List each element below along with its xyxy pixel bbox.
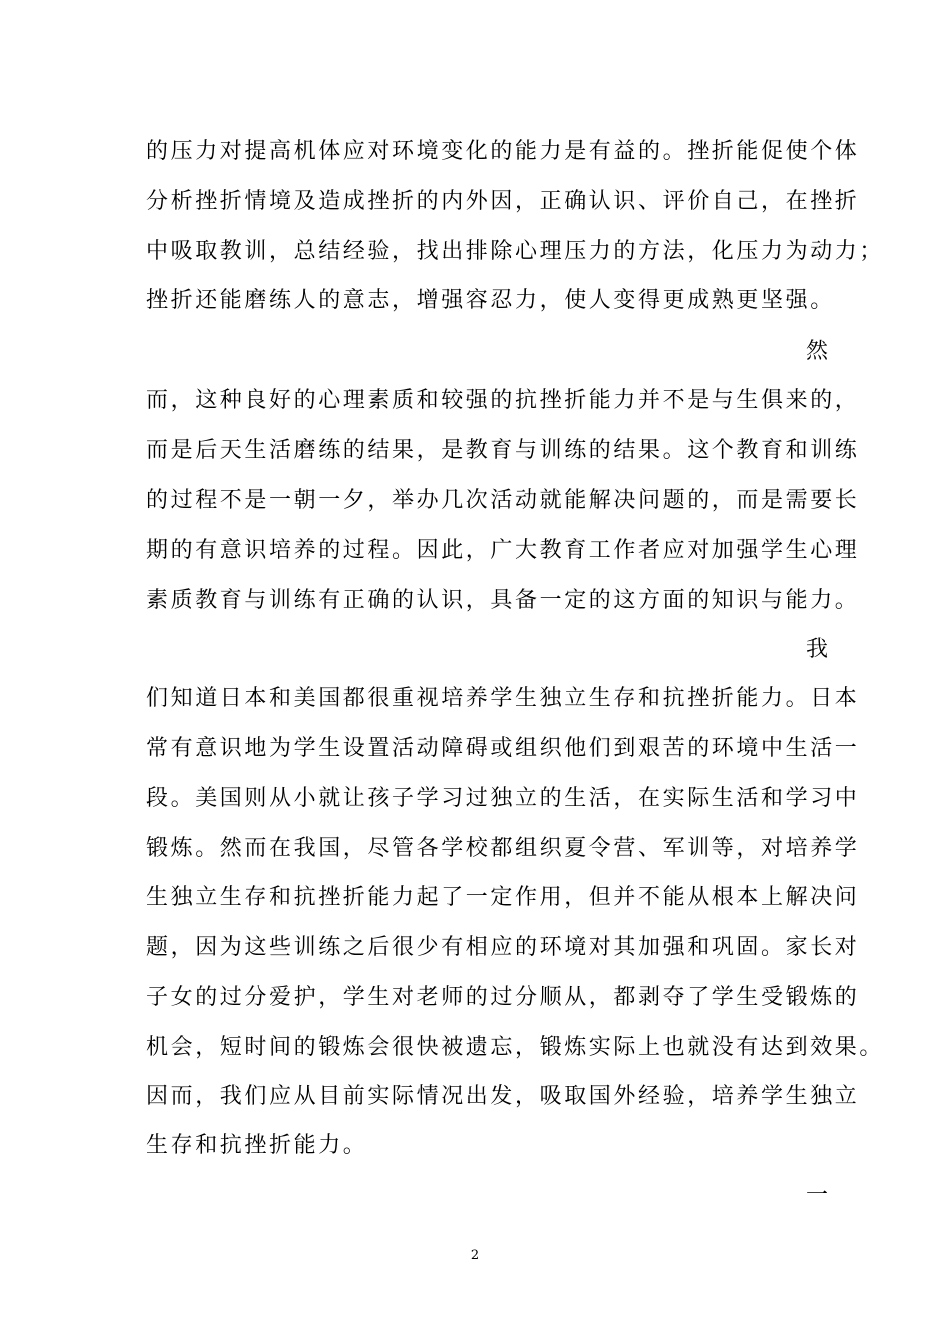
text-line: 而是后天生活磨练的结果，是教育与训练的结果。这个教育和训练 [146, 438, 860, 463]
text-line: 机会，短时间的锻炼会很快被遗忘，锻炼实际上也就没有达到效果。 [146, 1035, 885, 1060]
text-line: 段。美国则从小就让孩子学习过独立的生活，在实际生活和学习中 [146, 786, 860, 811]
text-line: 分析挫折情境及造成挫折的内外因，正确认识、评价自己，在挫折 [146, 189, 860, 214]
text-line: 们知道日本和美国都很重视培养学生独立生存和抗挫折能力。日本 [146, 686, 860, 711]
text-line: 中吸取教训，总结经验，找出排除心理压力的方法，化压力为动力； [146, 239, 885, 264]
text-line: 子女的过分爱护，学生对老师的过分顺从，都剥夺了学生受锻炼的 [146, 985, 860, 1010]
text-line: 因而，我们应从目前实际情况出发，吸取国外经验，培养学生独立 [146, 1084, 860, 1109]
paragraph-start-char: 一 [805, 1183, 828, 1208]
page-number: 2 [470, 1248, 480, 1263]
text-line: 挫折还能磨练人的意志，增强容忍力，使人变得更成熟更坚强。 [146, 288, 835, 313]
text-line: 的过程不是一朝一夕，举办几次活动就能解决问题的，而是需要长 [146, 488, 860, 513]
paragraph-start-char: 然 [805, 339, 828, 364]
text-line: 素质教育与训练有正确的认识，具备一定的这方面的知识与能力。 [146, 588, 860, 613]
text-line: 题，因为这些训练之后很少有相应的环境对其加强和巩固。家长对 [146, 935, 860, 960]
text-line: 常有意识地为学生设置活动障碍或组织他们到艰苦的环境中生活一 [146, 736, 860, 761]
text-line: 期的有意识培养的过程。因此，广大教育工作者应对加强学生心理 [146, 538, 860, 563]
text-line: 生独立生存和抗挫折能力起了一定作用，但并不能从根本上解决问 [146, 885, 860, 910]
text-line: 而，这种良好的心理素质和较强的抗挫折能力并不是与生俱来的， [146, 388, 860, 413]
text-line: 的压力对提高机体应对环境变化的能力是有益的。挫折能促使个体 [146, 139, 860, 164]
paragraph-start-char: 我 [805, 637, 828, 662]
text-line: 锻炼。然而在我国，尽管各学校都组织夏令营、军训等，对培养学 [146, 836, 860, 861]
text-line: 生存和抗挫折能力。 [146, 1133, 368, 1158]
